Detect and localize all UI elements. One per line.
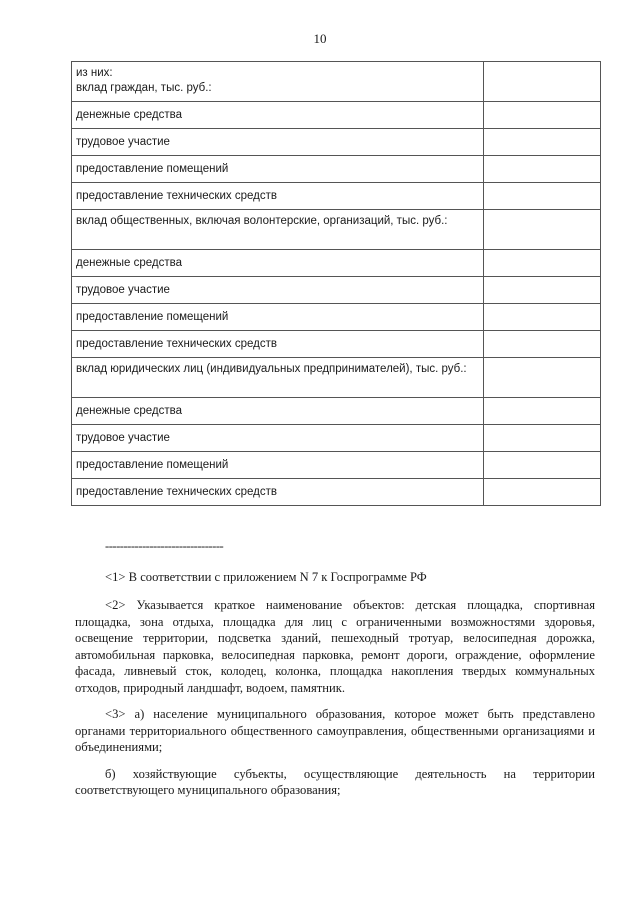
table-row <box>72 210 601 250</box>
row-label: трудовое участие <box>72 129 484 156</box>
footnotes <box>75 538 595 809</box>
row-label: трудовое участие <box>72 277 484 304</box>
table-row <box>72 358 601 398</box>
row-label: денежные средства <box>72 398 484 425</box>
footnote-separator: -------------------------------- <box>105 539 224 553</box>
row-value-cell <box>483 425 600 452</box>
table-row <box>72 304 601 331</box>
row-value-cell <box>483 331 600 358</box>
table-row <box>72 398 601 425</box>
page-number: 10 <box>313 31 327 46</box>
row-value-cell <box>483 304 600 331</box>
row-value-cell <box>483 250 600 277</box>
row-label: предоставление помещений <box>72 156 484 183</box>
row-label: предоставление помещений <box>72 304 484 331</box>
contribution-table <box>71 61 601 506</box>
row-value-cell <box>483 452 600 479</box>
row-label: денежные средства <box>72 250 484 277</box>
row-label: денежные средства <box>72 102 484 129</box>
table-row <box>72 479 601 506</box>
table-row <box>72 425 601 452</box>
row-value-cell <box>483 62 600 102</box>
table-row <box>72 129 601 156</box>
row-value-cell <box>483 277 600 304</box>
footnote-2: <2> Указывается краткое наименование объектов: детская площадка, спортивная площадка, зона отдыха, площадка для лиц с ограниченными возможностями здоровья, освещение территории, подсветка зданий, пешеходный тротуар, велосипедная дорожка, автомобильная парковка, велосипедная парковка, ремонт дороги, ограждение, оформление фасада, ливневый сток, колодец, колонка, площадка накопления твердых коммунальных отходов, природный ландшафт, водоем, памятник. <box>75 598 595 695</box>
table-row <box>72 62 601 102</box>
row-value-cell <box>483 398 600 425</box>
table-row <box>72 156 601 183</box>
footnote-3b: б) хозяйствующие субъекты, осуществляющие деятельность на территории соответствующего муниципального образования; <box>75 766 595 797</box>
row-label: вклад юридических лиц (индивидуальных предпринимателей), тыс. руб.: <box>72 358 484 398</box>
row-value-cell <box>483 479 600 506</box>
footnote-3a: <3> а) население муниципального образования, которое может быть представлено органами территориального общественного самоуправления, общественными организациями и объединениями; <box>75 707 595 754</box>
table-row <box>72 102 601 129</box>
table-row <box>72 183 601 210</box>
row-label: предоставление технических средств <box>72 479 484 506</box>
table-row <box>72 452 601 479</box>
row-value-cell <box>483 210 600 250</box>
contribution-table-body <box>72 62 601 506</box>
table-row <box>72 331 601 358</box>
row-label: из них: вклад граждан, тыс. руб.: <box>72 62 484 102</box>
row-label: трудовое участие <box>72 425 484 452</box>
table-row <box>72 277 601 304</box>
row-value-cell <box>483 129 600 156</box>
row-value-cell <box>483 358 600 398</box>
row-label: предоставление технических средств <box>72 183 484 210</box>
table-row <box>72 250 601 277</box>
footnote-1: <1> В соответствии с приложением N 7 к Госпрограмме РФ <box>105 569 427 584</box>
row-value-cell <box>483 102 600 129</box>
row-label: вклад общественных, включая волонтерские, организаций, тыс. руб.: <box>72 210 484 250</box>
row-label: предоставление помещений <box>72 452 484 479</box>
row-value-cell <box>483 183 600 210</box>
row-label: предоставление технических средств <box>72 331 484 358</box>
row-value-cell <box>483 156 600 183</box>
